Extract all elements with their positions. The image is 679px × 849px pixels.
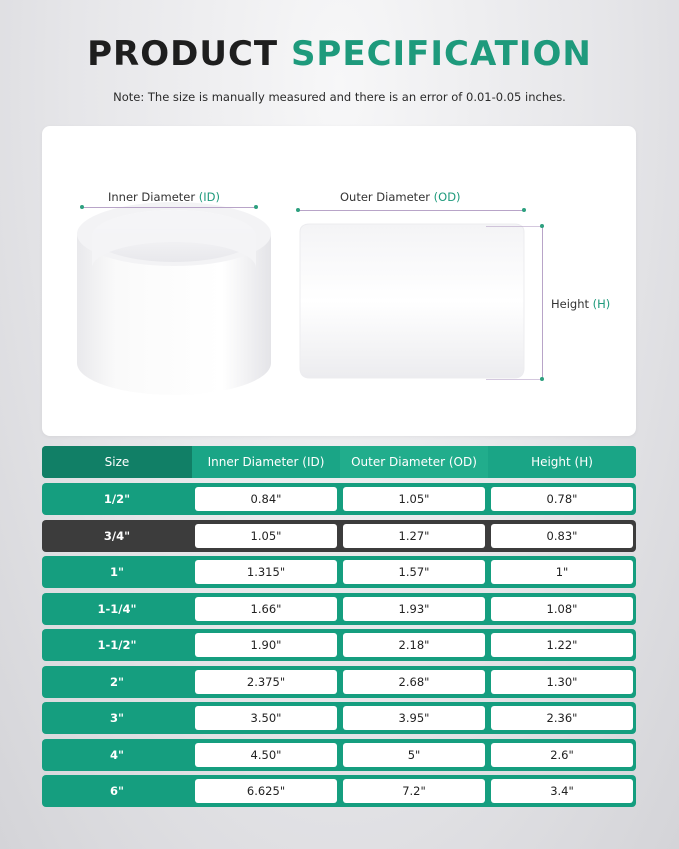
height-cell-value: 0.78" (491, 487, 633, 511)
outer-diameter-cell-value: 2.68" (343, 670, 485, 694)
outer-diameter-cell-value: 3.95" (343, 706, 485, 730)
id-dimension-end-right (254, 205, 258, 209)
size-cell: 6" (110, 784, 124, 798)
id-dimension-end-left (80, 205, 84, 209)
size-cell: 2" (110, 674, 124, 689)
height-cell (488, 593, 636, 625)
size-cell: 3" (110, 711, 124, 725)
height-cell (488, 629, 636, 661)
inner-diameter-cell-value: 1.05" (195, 524, 337, 548)
outer-diameter-cell (340, 556, 488, 588)
header-size: Size (42, 446, 192, 478)
header-outer-diameter: Outer Diameter (OD) (340, 446, 488, 478)
outer-diameter-cell-value: 1.27" (343, 524, 485, 548)
table-row (42, 483, 636, 515)
od-label: Outer Diameter (OD) (340, 190, 461, 204)
outer-diameter-cell-value: 1.05" (343, 487, 485, 511)
height-cell-value: 0.83" (491, 524, 633, 548)
od-dimension-end-left (296, 208, 300, 212)
table-row (42, 593, 636, 625)
inner-diameter-cell (192, 739, 340, 771)
height-cell-value: 1.30" (491, 670, 633, 694)
inner-diameter-cell-value: 6.625" (195, 779, 337, 803)
outer-diameter-cell (340, 629, 488, 661)
outer-diameter-cell-value: 1.93" (343, 597, 485, 621)
outer-diameter-cell (340, 593, 488, 625)
inner-diameter-cell-value: 1.66" (195, 597, 337, 621)
h-label: Height (H) (551, 297, 611, 311)
table-row (42, 629, 636, 661)
header-height: Height (H) (488, 446, 636, 478)
height-cell-value: 1" (491, 560, 633, 584)
height-cell (488, 520, 636, 552)
table-row (42, 556, 636, 588)
height-cell-value: 2.36" (491, 706, 633, 730)
size-cell: 1/2" (103, 492, 131, 506)
page-title (0, 34, 679, 74)
size-cell: 3/4" (103, 528, 131, 543)
title-part-1: PRODUCT (87, 34, 279, 74)
table-header (42, 446, 636, 478)
outer-diameter-cell (340, 702, 488, 734)
table-row (42, 702, 636, 734)
diagram-panel (42, 126, 636, 436)
size-cell: 4" (110, 747, 124, 762)
height-cell-value: 1.22" (491, 633, 633, 657)
h-dimension-bottom-tick (486, 379, 544, 380)
inner-diameter-cell-value: 1.90" (195, 633, 337, 657)
size-cell: 1" (110, 565, 124, 579)
outer-diameter-cell-value: 5" (343, 743, 485, 767)
h-dimension-end-bottom (540, 377, 544, 381)
inner-diameter-cell (192, 556, 340, 588)
cylinder-illustration (296, 218, 528, 384)
inner-diameter-cell (192, 775, 340, 807)
id-dimension-line (82, 207, 256, 208)
outer-diameter-cell (340, 520, 488, 552)
outer-diameter-cell-value: 2.18" (343, 633, 485, 657)
height-cell-value: 1.08" (491, 597, 633, 621)
height-cell (488, 483, 636, 515)
od-dimension-end-right (522, 208, 526, 212)
measurement-note: Note: The size is manually measured and there is an error of 0.01-0.05 inches. (113, 90, 566, 104)
table-row (42, 666, 636, 698)
size-cell: 1-1/2" (97, 638, 137, 652)
outer-diameter-cell-value: 1.57" (343, 560, 485, 584)
inner-diameter-cell-value: 1.315" (195, 560, 337, 584)
od-dimension-line (298, 210, 524, 211)
outer-diameter-cell (340, 666, 488, 698)
size-cell: 1-1/4" (97, 601, 137, 616)
inner-diameter-cell (192, 593, 340, 625)
inner-diameter-cell (192, 629, 340, 661)
height-cell (488, 739, 636, 771)
h-dimension-end-top (540, 224, 544, 228)
height-cell (488, 556, 636, 588)
ring-illustration (70, 198, 280, 408)
id-label: Inner Diameter (ID) (108, 190, 221, 204)
height-cell (488, 775, 636, 807)
outer-diameter-cell-value: 7.2" (343, 779, 485, 803)
inner-diameter-cell-value: 4.50" (195, 743, 337, 767)
table-row (42, 520, 636, 552)
inner-diameter-cell-value: 2.375" (195, 670, 337, 694)
height-cell (488, 702, 636, 734)
inner-diameter-cell (192, 666, 340, 698)
inner-diameter-cell-value: 3.50" (195, 706, 337, 730)
inner-diameter-cell (192, 702, 340, 734)
outer-diameter-cell (340, 483, 488, 515)
inner-diameter-cell (192, 483, 340, 515)
height-cell (488, 666, 636, 698)
table-row (42, 739, 636, 771)
inner-diameter-cell-value: 0.84" (195, 487, 337, 511)
outer-diameter-cell (340, 775, 488, 807)
h-dimension-top-tick (486, 226, 544, 227)
h-dimension-line (542, 226, 543, 378)
header-inner-diameter: Inner Diameter (ID) (192, 446, 340, 478)
outer-diameter-cell (340, 739, 488, 771)
height-cell-value: 2.6" (491, 743, 633, 767)
table-row (42, 775, 636, 807)
inner-diameter-cell (192, 520, 340, 552)
title-part-2: SPECIFICATION (290, 34, 592, 74)
height-cell-value: 3.4" (491, 779, 633, 803)
